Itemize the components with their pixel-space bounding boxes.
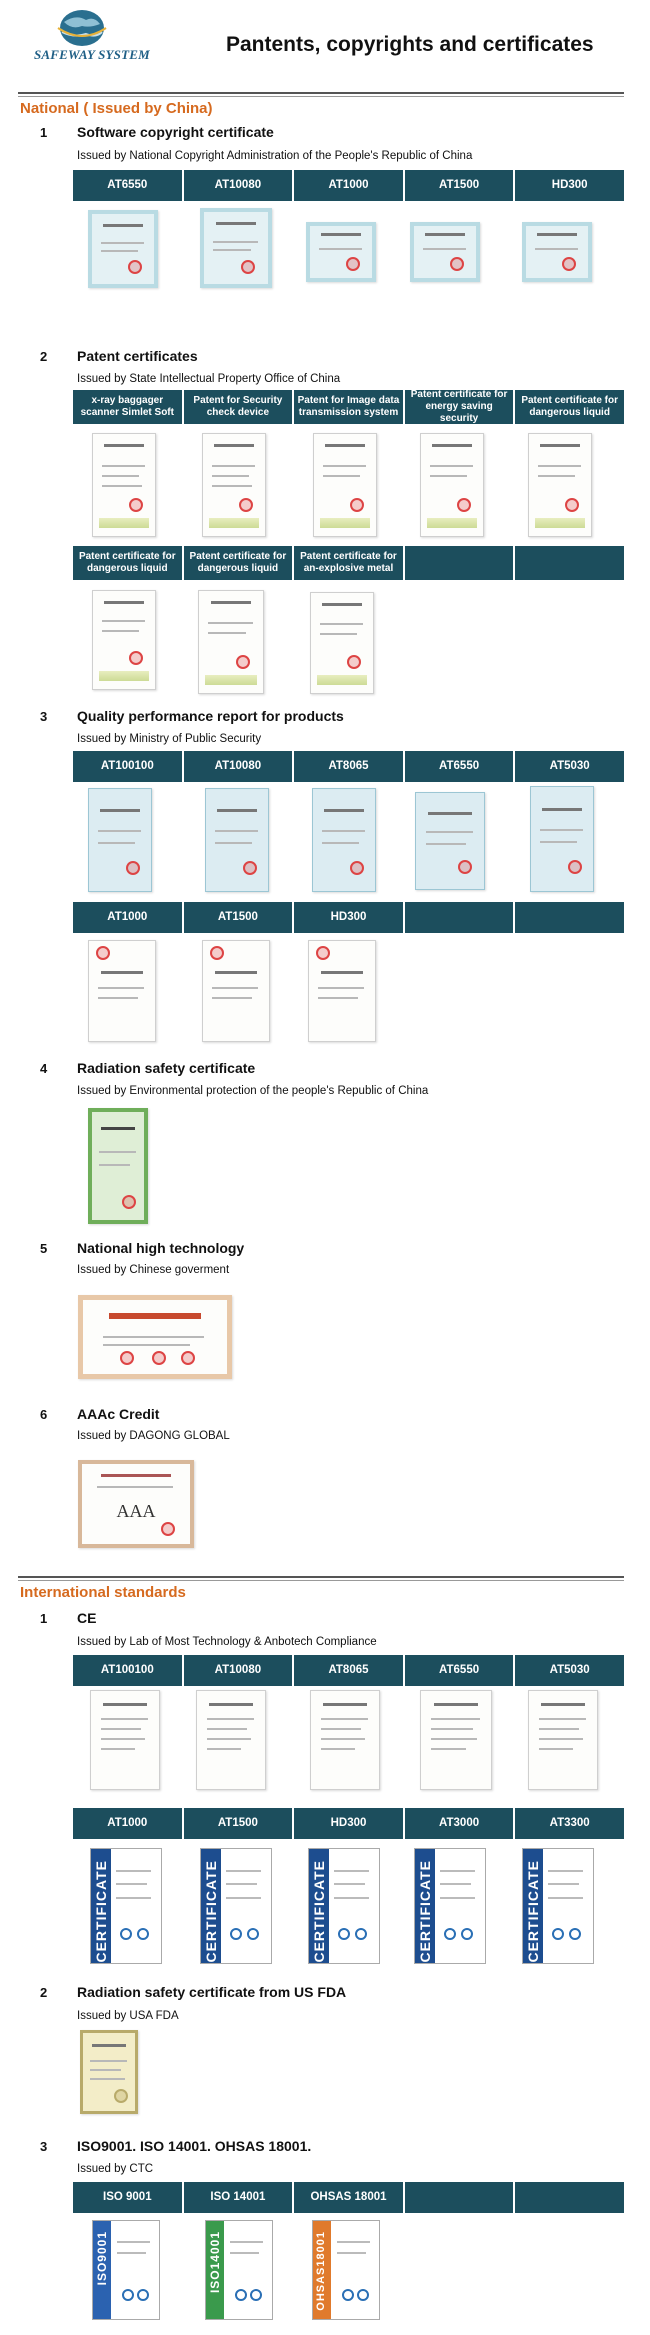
item-issuer: Issued by CTC bbox=[77, 2163, 154, 2175]
iso-cell-empty bbox=[515, 2182, 624, 2213]
item-number: 2 bbox=[40, 349, 48, 364]
model-cell: AT1000 bbox=[294, 170, 403, 201]
ce-certificate-image: CERTIFICATE bbox=[522, 1848, 594, 1964]
certificate-image bbox=[410, 222, 480, 282]
item-issuer: Issued by DAGONG GLOBAL bbox=[77, 1430, 230, 1442]
model-header-bar bbox=[73, 1655, 624, 1686]
patent-image bbox=[310, 592, 374, 694]
section-national-label: National ( Issued by China) bbox=[20, 100, 213, 117]
model-cell: HD300 bbox=[294, 1808, 403, 1839]
iso-cell-empty bbox=[405, 2182, 514, 2213]
item-heading: Radiation safety certificate from US FDA bbox=[77, 1984, 347, 2000]
item-heading: CE bbox=[77, 1610, 97, 1626]
patent-image bbox=[420, 433, 484, 537]
model-cell: HD300 bbox=[515, 170, 624, 201]
ohsas18001-certificate-image: OHSAS18001 bbox=[312, 2220, 380, 2320]
patent-header-bar-2 bbox=[73, 546, 624, 580]
model-cell-empty bbox=[515, 902, 624, 933]
globe-logo-icon bbox=[56, 8, 108, 48]
item-number: 6 bbox=[40, 1407, 48, 1422]
model-header-bar bbox=[73, 170, 624, 201]
patent-cell: Patent certificate for dangerous liquid bbox=[184, 546, 293, 580]
report-image bbox=[205, 788, 269, 892]
item-issuer: Issued by Environmental protection of the people's Republic of China bbox=[77, 1085, 429, 1097]
item-number: 3 bbox=[40, 709, 48, 724]
radiation-certificate-image bbox=[88, 1108, 148, 1224]
logo-text: SAFEWAY SYSTEM bbox=[34, 47, 150, 62]
report-image bbox=[202, 940, 270, 1042]
item-heading: Patent certificates bbox=[77, 348, 198, 364]
item-number: 5 bbox=[40, 1241, 48, 1256]
iso-header-bar bbox=[73, 2182, 624, 2213]
model-cell: AT100100 bbox=[73, 751, 182, 782]
divider bbox=[18, 96, 624, 97]
report-image bbox=[530, 786, 594, 892]
item-issuer: Issued by State Intellectual Property Office of China bbox=[77, 373, 341, 385]
model-cell: AT8065 bbox=[294, 1655, 403, 1686]
patent-cell-empty bbox=[405, 546, 514, 580]
item-heading: Quality performance report for products bbox=[77, 708, 344, 724]
model-cell: AT10080 bbox=[184, 1655, 293, 1686]
patent-image bbox=[198, 590, 264, 694]
patent-cell: Patent for Image data transmission system bbox=[294, 390, 403, 424]
model-cell: AT10080 bbox=[184, 751, 293, 782]
item-issuer: Issued by Ministry of Public Security bbox=[77, 733, 262, 745]
item-number: 1 bbox=[40, 1611, 48, 1626]
patent-cell: Patent certificate for an-explosive metal bbox=[294, 546, 403, 580]
item-issuer: Issued by Chinese goverment bbox=[77, 1264, 230, 1276]
report-image bbox=[88, 788, 152, 892]
model-cell: AT1500 bbox=[184, 902, 293, 933]
report-image bbox=[415, 792, 485, 890]
item-number: 3 bbox=[40, 2139, 48, 2154]
item-heading: AAAc Credit bbox=[77, 1406, 160, 1422]
model-cell: AT5030 bbox=[515, 1655, 624, 1686]
iso-cell: ISO 9001 bbox=[73, 2182, 182, 2213]
item-number: 2 bbox=[40, 1985, 48, 2000]
patent-cell-empty bbox=[515, 546, 624, 580]
ce-certificate-image: CERTIFICATE bbox=[200, 1848, 272, 1964]
item-number: 4 bbox=[40, 1061, 48, 1076]
model-cell: AT3300 bbox=[515, 1808, 624, 1839]
patent-image bbox=[92, 433, 156, 537]
model-cell: AT3000 bbox=[405, 1808, 514, 1839]
model-header-bar-2 bbox=[73, 1808, 624, 1839]
patent-header-bar bbox=[73, 390, 624, 424]
divider bbox=[18, 1576, 624, 1578]
credit-certificate-image bbox=[78, 1460, 194, 1548]
certificate-image bbox=[306, 222, 376, 282]
model-cell: AT6550 bbox=[405, 751, 514, 782]
ce-certificate-image: CERTIFICATE bbox=[414, 1848, 486, 1964]
ce-certificate-image: CERTIFICATE bbox=[90, 1848, 162, 1964]
model-header-bar bbox=[73, 751, 624, 782]
patent-cell: Patent for Security check device bbox=[184, 390, 293, 424]
patent-image bbox=[202, 433, 266, 537]
ce-certificate-image: CERTIFICATE bbox=[308, 1848, 380, 1964]
item-heading: ISO9001. ISO 14001. OHSAS 18001. bbox=[77, 2138, 312, 2154]
iso-cell: OHSAS 18001 bbox=[294, 2182, 403, 2213]
item-number: 1 bbox=[40, 125, 48, 140]
ce-certificate-image bbox=[310, 1690, 380, 1790]
iso-cell: ISO 14001 bbox=[184, 2182, 293, 2213]
model-cell: AT1500 bbox=[405, 170, 514, 201]
certificate-image bbox=[522, 222, 592, 282]
section-international-label: International standards bbox=[20, 1584, 186, 1601]
aaa-text: AAA bbox=[116, 1500, 156, 1521]
model-cell: AT5030 bbox=[515, 751, 624, 782]
certificate-image bbox=[88, 210, 158, 288]
patent-image bbox=[92, 590, 156, 690]
certificate-image bbox=[200, 208, 272, 288]
model-cell: AT1000 bbox=[73, 1808, 182, 1839]
model-cell: HD300 bbox=[294, 902, 403, 933]
patent-image bbox=[528, 433, 592, 537]
patent-image bbox=[313, 433, 377, 537]
model-cell: AT8065 bbox=[294, 751, 403, 782]
model-cell-empty bbox=[405, 902, 514, 933]
model-cell: AT6550 bbox=[73, 170, 182, 201]
model-cell: AT6550 bbox=[405, 1655, 514, 1686]
report-image bbox=[308, 940, 376, 1042]
page-title: Pantents, copyrights and certificates bbox=[226, 33, 594, 56]
item-heading: Radiation safety certificate bbox=[77, 1060, 256, 1076]
item-heading: National high technology bbox=[77, 1240, 245, 1256]
model-cell: AT1000 bbox=[73, 902, 182, 933]
patent-cell: x-ray baggager scanner Simlet Soft bbox=[73, 390, 182, 424]
ce-certificate-image bbox=[90, 1690, 160, 1790]
item-issuer: Issued by USA FDA bbox=[77, 2010, 179, 2022]
model-cell: AT1500 bbox=[184, 1808, 293, 1839]
model-cell: AT100100 bbox=[73, 1655, 182, 1686]
fda-certificate-image bbox=[80, 2030, 138, 2114]
iso9001-certificate-image: ISO9001 bbox=[92, 2220, 160, 2320]
report-image bbox=[312, 788, 376, 892]
patent-cell: Patent certificate for dangerous liquid bbox=[515, 390, 624, 424]
model-cell: AT10080 bbox=[184, 170, 293, 201]
ce-certificate-image bbox=[196, 1690, 266, 1790]
divider bbox=[18, 92, 624, 94]
patent-cell: Patent certificate for dangerous liquid bbox=[73, 546, 182, 580]
ce-certificate-image bbox=[528, 1690, 598, 1790]
high-tech-certificate-image bbox=[78, 1295, 232, 1379]
ce-certificate-image bbox=[420, 1690, 492, 1790]
item-issuer: Issued by National Copyright Administration of the People's Republic of China bbox=[77, 150, 473, 162]
item-issuer: Issued by Lab of Most Technology & Anbotech Compliance bbox=[77, 1636, 377, 1648]
divider bbox=[18, 1580, 624, 1581]
item-heading: Software copyright certificate bbox=[77, 124, 274, 140]
patent-cell: Patent certificate for energy saving security bbox=[405, 390, 514, 424]
iso14001-certificate-image: ISO14001 bbox=[205, 2220, 273, 2320]
report-image bbox=[88, 940, 156, 1042]
model-header-bar-2 bbox=[73, 902, 624, 933]
